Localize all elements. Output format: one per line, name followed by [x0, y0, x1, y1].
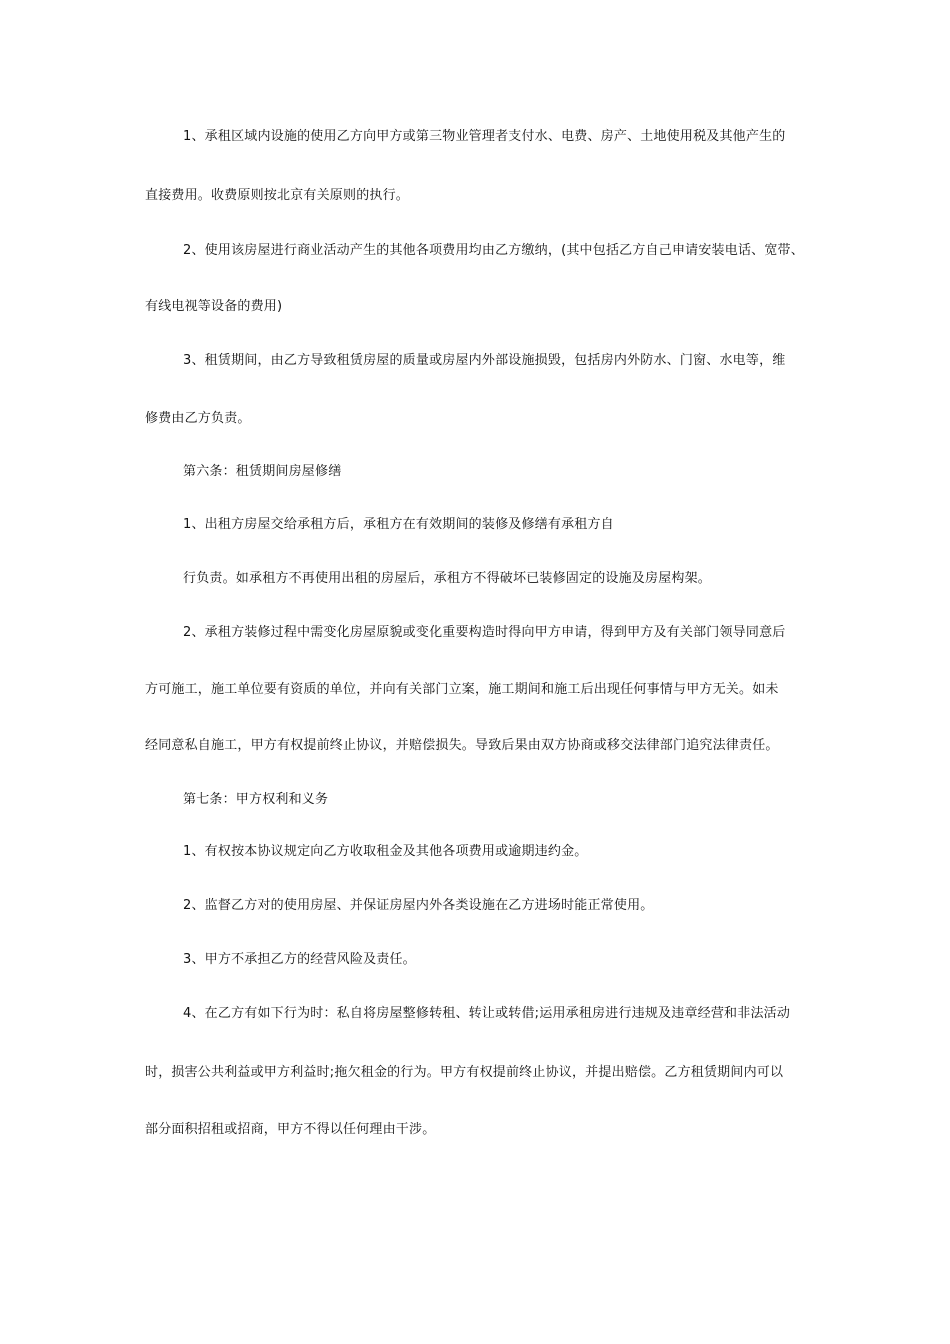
paragraph-line: 直接费用。收费原则按北京有关原则的执行。 — [145, 188, 410, 203]
paragraph-line: 时，损害公共利益或甲方利益时;拖欠租金的行为。甲方有权提前终止协议，并提出赔偿。乙方租赁期间内可以 — [145, 1065, 784, 1080]
paragraph-line: 2、承租方装修过程中需变化房屋原貌或变化重要构造时得向甲方申请，得到甲方及有关部门领导同意后 — [183, 625, 786, 640]
paragraph-line: 1、有权按本协议规定向乙方收取租金及其他各项费用或逾期违约金。 — [183, 844, 588, 859]
paragraph-line: 2、监督乙方对的使用房屋、并保证房屋内外各类设施在乙方进场时能正常使用。 — [183, 898, 654, 913]
paragraph-line: 有线电视等设备的费用) — [145, 299, 283, 314]
paragraph-line: 部分面积招租或招商，甲方不得以任何理由干涉。 — [145, 1122, 436, 1137]
paragraph-line: 行负责。如承租方不再使用出租的房屋后，承租方不得破坏已装修固定的设施及房屋构架。 — [183, 571, 712, 586]
paragraph-line: 方可施工，施工单位要有资质的单位，并向有关部门立案，施工期间和施工后出现任何事情与甲方无关。如未 — [145, 682, 779, 697]
paragraph-line: 4、在乙方有如下行为时：私自将房屋整修转租、转让或转借;运用承租房进行违规及违章经营和非法活动 — [183, 1006, 791, 1021]
paragraph-line: 3、租赁期间，由乙方导致租赁房屋的质量或房屋内外部设施损毁，包括房内外防水、门窗、水电等，维 — [183, 353, 786, 368]
section-heading: 第六条：租赁期间房屋修缮 — [183, 464, 342, 479]
paragraph-line: 1、承租区域内设施的使用乙方向甲方或第三物业管理者支付水、电费、房产、土地使用税及其他产生的 — [183, 129, 786, 144]
paragraph-line: 修费由乙方负责。 — [145, 411, 251, 426]
paragraph-line: 2、使用该房屋进行商业活动产生的其他各项费用均由乙方缴纳，(其中包括乙方自己申请安装电话、宽带、 — [183, 243, 804, 258]
section-heading: 第七条：甲方权利和义务 — [183, 792, 329, 807]
paragraph-line: 1、出租方房屋交给承租方后，承租方在有效期间的装修及修缮有承租方自 — [183, 517, 614, 532]
paragraph-line: 3、甲方不承担乙方的经营风险及责任。 — [183, 952, 416, 967]
paragraph-line: 经同意私自施工，甲方有权提前终止协议，并赔偿损失。导致后果由双方协商或移交法律部门追究法律责任。 — [145, 738, 779, 753]
